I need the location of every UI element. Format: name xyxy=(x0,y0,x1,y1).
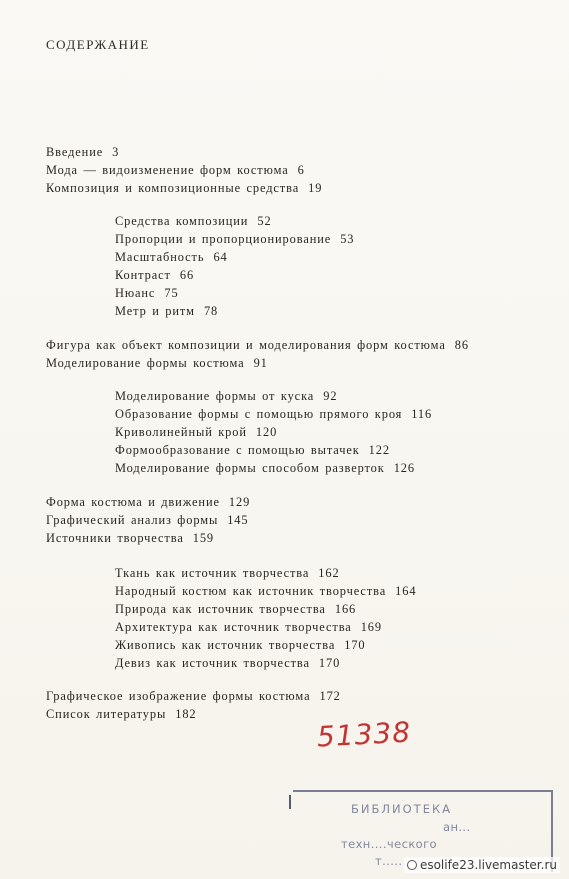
toc-entry-title: Контраст xyxy=(115,268,171,282)
toc-entry xyxy=(46,689,341,704)
toc-subentry xyxy=(115,566,340,581)
toc-entry-page: 64 xyxy=(213,250,228,264)
stamp-text: техн....ческого xyxy=(341,837,437,851)
toc-entry-page: 170 xyxy=(344,638,366,652)
toc-subentry xyxy=(115,443,390,458)
toc-entry-title: Фигура как объект композиции и моделирования форм костюма xyxy=(46,338,446,352)
toc-entry-title: Ткань как источник творчества xyxy=(115,566,310,580)
toc-subentry xyxy=(115,425,277,440)
toc-entry-page: 182 xyxy=(175,707,197,721)
toc-entry-title: Список литературы xyxy=(46,707,167,721)
toc-entry xyxy=(46,531,214,546)
toc-entry-title: Графическое изображение формы костюма xyxy=(46,689,311,703)
toc-entry-page: 169 xyxy=(360,620,382,634)
toc-entry-page: 122 xyxy=(368,443,390,457)
stamp-text: БИБЛИОТЕКА xyxy=(351,802,453,816)
toc-entry-title: Образование формы с помощью прямого кроя xyxy=(115,407,403,421)
toc-entry-page: 164 xyxy=(395,584,417,598)
toc-entry-title: Девиз как источник творчества xyxy=(115,656,310,670)
toc-entry-page: 6 xyxy=(297,163,305,177)
toc-entry xyxy=(46,145,119,160)
toc-entry-page: 126 xyxy=(393,461,415,475)
toc-entry-page: 145 xyxy=(227,513,249,527)
toc-entry-page: 170 xyxy=(318,656,341,670)
toc-entry xyxy=(46,513,249,528)
toc-entry-title: Введение xyxy=(46,145,104,159)
page-title: СОДЕРЖАНИЕ xyxy=(46,37,150,52)
toc-entry-page: 172 xyxy=(319,689,341,703)
toc-entry-title: Моделирование формы костюма xyxy=(46,356,245,370)
toc-entry xyxy=(46,338,469,353)
toc-subentry xyxy=(115,232,354,247)
toc-entry-title: Форма костюма и движение xyxy=(46,495,220,509)
handwritten-inventory-number: 51338 xyxy=(316,715,412,754)
toc-entry-title: Нюанс xyxy=(115,286,156,300)
stamp-text: ан... xyxy=(443,820,471,834)
watermark xyxy=(404,857,560,873)
watermark-text: esolife23.livemaster.ru xyxy=(419,858,557,872)
toc-subentry xyxy=(115,389,337,404)
toc-entry-title: Формообразование с помощью вытачек xyxy=(115,443,360,457)
toc-entry-title: Живопись как источник творчества xyxy=(115,638,336,652)
toc-entry-page: 75 xyxy=(164,286,179,300)
toc-entry-page: 129 xyxy=(228,495,251,509)
circle-logo-icon xyxy=(407,860,417,870)
toc-entry-page: 66 xyxy=(179,268,195,282)
toc-entry-title: Графический анализ формы xyxy=(46,513,219,527)
toc-entry xyxy=(46,163,305,178)
toc-entry-page: 116 xyxy=(411,407,433,421)
toc-entry-title: Народный костюм как источник творчества xyxy=(115,584,387,598)
toc-entry-title: Моделирование формы от куска xyxy=(115,389,315,403)
toc-entry-page: 91 xyxy=(253,356,268,370)
toc-entry-title: Композиция и композиционные средства xyxy=(46,181,300,195)
toc-entry-page: 159 xyxy=(192,531,215,545)
toc-subentry xyxy=(115,638,366,653)
toc-entry-title: Криволинейный крой xyxy=(115,425,247,439)
stamp-text: т..... xyxy=(375,854,403,868)
toc-entry-title: Архитектура как источник творчества xyxy=(115,620,352,634)
toc-entry-page: 162 xyxy=(318,566,340,580)
toc-subentry xyxy=(115,250,228,265)
toc-subentry xyxy=(115,461,415,476)
toc-entry-title: Мода — видоизменение форм костюма xyxy=(46,163,289,177)
toc-entry-title: Источники творчества xyxy=(46,531,184,545)
toc-entry-page: 52 xyxy=(257,214,272,228)
toc-entry-page: 3 xyxy=(112,145,120,159)
toc-entry xyxy=(46,495,250,510)
toc-entry-title: Пропорции и пропорционирование xyxy=(115,232,332,246)
toc-entry-page: 166 xyxy=(334,602,357,616)
toc-entry-title: Масштабность xyxy=(115,250,205,264)
toc-entry-page: 92 xyxy=(323,389,338,403)
toc-subentry xyxy=(115,584,416,599)
toc-subentry xyxy=(115,407,432,422)
toc-entry-title: Моделирование формы способом разверток xyxy=(115,461,385,475)
toc-subentry xyxy=(115,268,194,283)
toc-entry-title: Природа как источник творчества xyxy=(115,602,326,616)
toc-entry xyxy=(46,707,197,722)
toc-entry-page: 120 xyxy=(255,425,278,439)
toc-entry-title: Метр и ритм xyxy=(115,304,195,318)
toc-entry xyxy=(46,181,322,196)
toc-entry-page: 78 xyxy=(203,304,219,318)
toc-subentry xyxy=(115,602,356,617)
toc-entry-title: Средства композиции xyxy=(115,214,249,228)
toc-subentry xyxy=(115,304,218,319)
toc-subentry xyxy=(115,620,382,635)
stamp-mark xyxy=(289,795,291,809)
toc-entry-page: 53 xyxy=(340,232,355,246)
toc-subentry xyxy=(115,656,340,671)
toc-entry-page: 19 xyxy=(308,181,323,195)
toc-subentry xyxy=(115,214,272,229)
toc-subentry xyxy=(115,286,179,301)
toc-entry xyxy=(46,356,268,371)
toc-entry-page: 86 xyxy=(454,338,469,352)
